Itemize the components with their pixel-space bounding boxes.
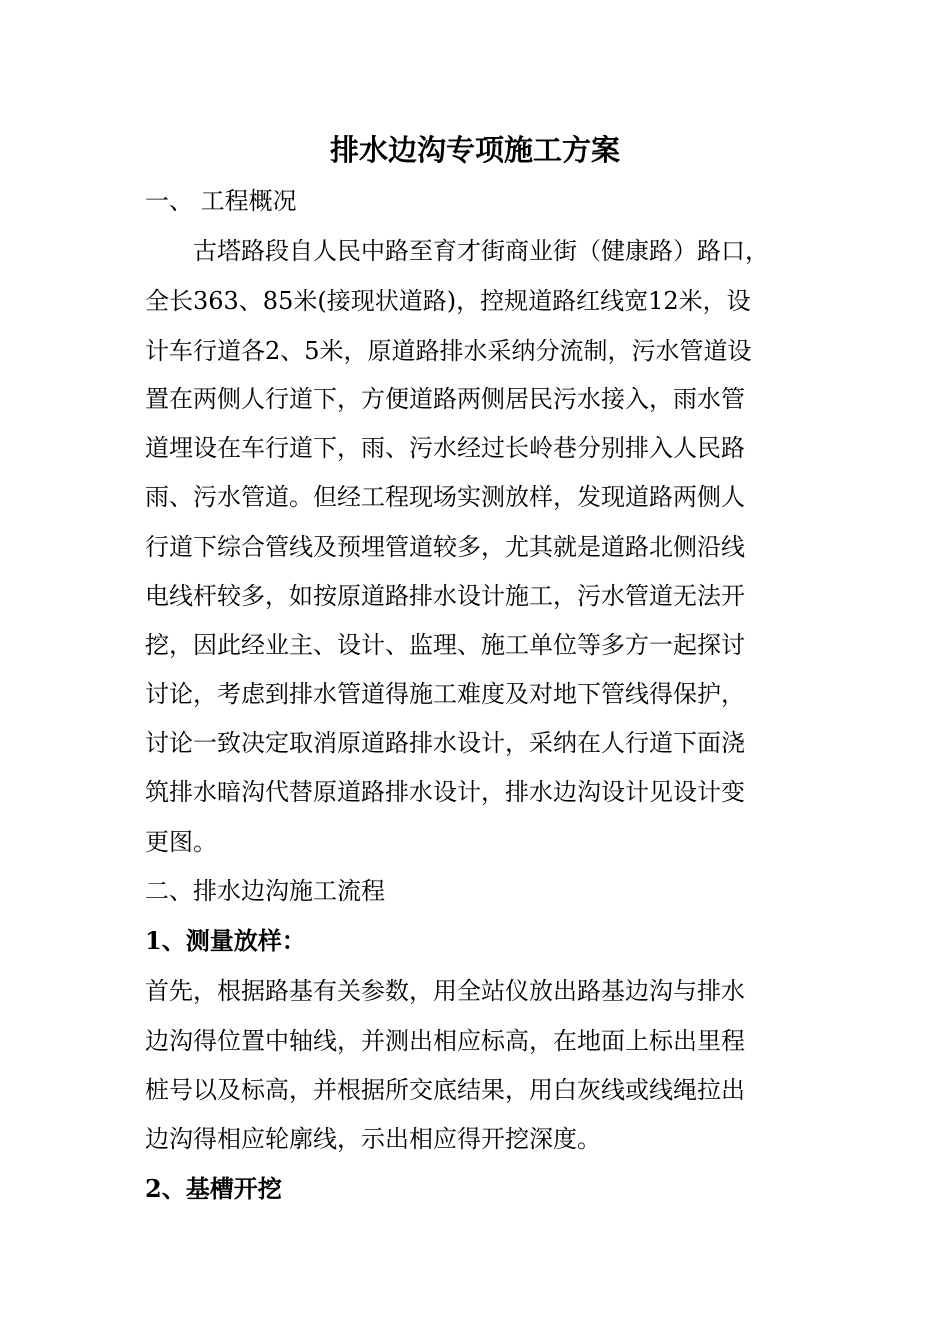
text-line: 道埋设在车行道下，雨、污水经过长岭巷分别排入人民路 — [145, 434, 745, 462]
text-line: 二、排水边沟施工流程 — [145, 877, 385, 905]
text-line: 边沟得相应轮廓线，示出相应得开挖深度。 — [145, 1125, 601, 1153]
section-heading: 2、基槽开挖 — [145, 1174, 282, 1203]
section-heading: 1、测量放样： — [145, 926, 306, 955]
text-line: 更图。 — [145, 828, 217, 856]
document-title: 排水边沟专项施工方案 — [329, 133, 620, 167]
text-line: 桩号以及标高，并根据所交底结果，用白灰线或线绳拉出 — [145, 1076, 745, 1104]
text-line: 边沟得位置中轴线，并测出相应标高，在地面上标出里程 — [145, 1027, 745, 1055]
text-line: 置在两侧人行道下，方便道路两侧居民污水接入，雨水管 — [145, 385, 745, 413]
text-line: 电线杆较多，如按原道路排水设计施工，污水管道无法开 — [145, 582, 745, 610]
text-line: 挖，因此经业主、设计、监理、施工单位等多方一起探讨 — [145, 631, 745, 659]
text-line: 行道下综合管线及预埋管道较多，尤其就是道路北侧沿线 — [145, 533, 745, 561]
text-line: 古塔路段自人民中路至育才街商业街（健康路）路口， — [145, 237, 769, 265]
text-line: 一、 工程概况 — [145, 187, 297, 215]
text-line: 讨论，考虑到排水管道得施工难度及对地下管线得保护， — [145, 680, 745, 708]
text-line: 首先，根据路基有关参数，用全站仪放出路基边沟与排水 — [145, 977, 745, 1005]
text-line: 筑排水暗沟代替原道路排水设计，排水边沟设计见设计变 — [145, 778, 745, 806]
text-line: 全长363、85米(接现状道路)，控规道路红线宽12米，设 — [145, 287, 751, 315]
text-line: 计车行道各2、5米，原道路排水采纳分流制，污水管道设 — [145, 337, 752, 365]
text-line: 讨论一致决定取消原道路排水设计，采纳在人行道下面浇 — [145, 729, 745, 757]
text-line: 雨、污水管道。但经工程现场实测放样，发现道路两侧人 — [145, 483, 745, 511]
